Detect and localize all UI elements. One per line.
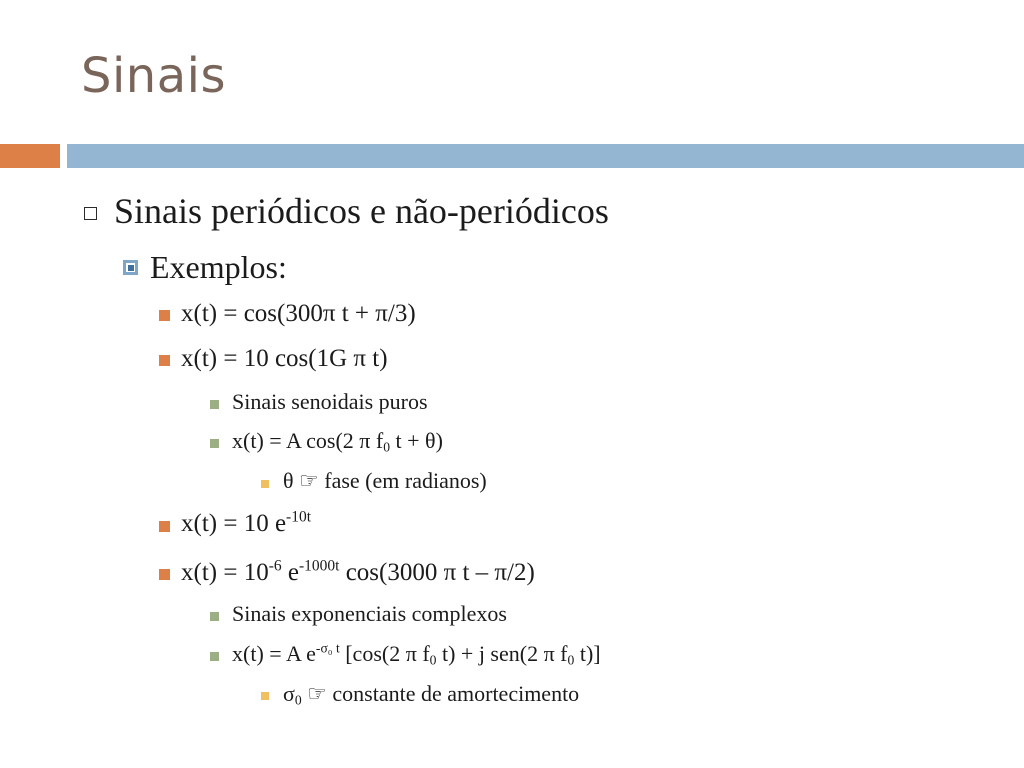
square-bullet-icon bbox=[159, 521, 170, 532]
example-2-sub2: x(t) = A cos(2 π $f_0$ t + θ) bbox=[232, 428, 443, 455]
example-4-sub1: Sinais exponenciais complexos bbox=[232, 601, 507, 626]
square-bullet-icon bbox=[210, 400, 219, 409]
square-bullet-icon bbox=[210, 439, 219, 448]
square-bullet-icon bbox=[210, 612, 219, 621]
square-bullet-icon bbox=[123, 260, 138, 275]
example-4-sub2-note: $\sigma_0$ ☞ constante de amortecimento bbox=[283, 681, 580, 708]
slide-title: Sinais bbox=[81, 48, 226, 104]
square-bullet-icon bbox=[159, 310, 170, 321]
square-bullet-icon bbox=[261, 480, 269, 488]
example-2-sub2-note: θ ☞ fase (em radianos) bbox=[283, 468, 487, 493]
example-1: x(t) = cos(300π t + π/3) bbox=[181, 300, 416, 327]
square-bullet-icon bbox=[84, 207, 97, 220]
example-3: x(t) = 10 $e^{-10t}$ bbox=[181, 508, 312, 537]
example-2: x(t) = 10 cos(1G π t) bbox=[181, 345, 388, 372]
bullet-level2: Exemplos: bbox=[150, 249, 287, 285]
square-bullet-icon bbox=[159, 569, 170, 580]
example-4: $x(t) = 10^{-6}$ $e^{-1000t}$ cos(3000 π t – π/2) bbox=[181, 557, 535, 586]
example-2-sub1: Sinais senoidais puros bbox=[232, 389, 428, 414]
square-bullet-icon bbox=[210, 652, 219, 661]
square-bullet-icon bbox=[159, 355, 170, 366]
square-bullet-icon bbox=[261, 692, 269, 700]
example-4-sub2: x(t) = A $e^{-\sigma_0 t}$ [cos(2 π $f_0$ t) + j sen(2 π $f_0$ t)] bbox=[232, 640, 601, 668]
bullet-level1: Sinais periódicos e não-periódicos bbox=[114, 191, 609, 231]
